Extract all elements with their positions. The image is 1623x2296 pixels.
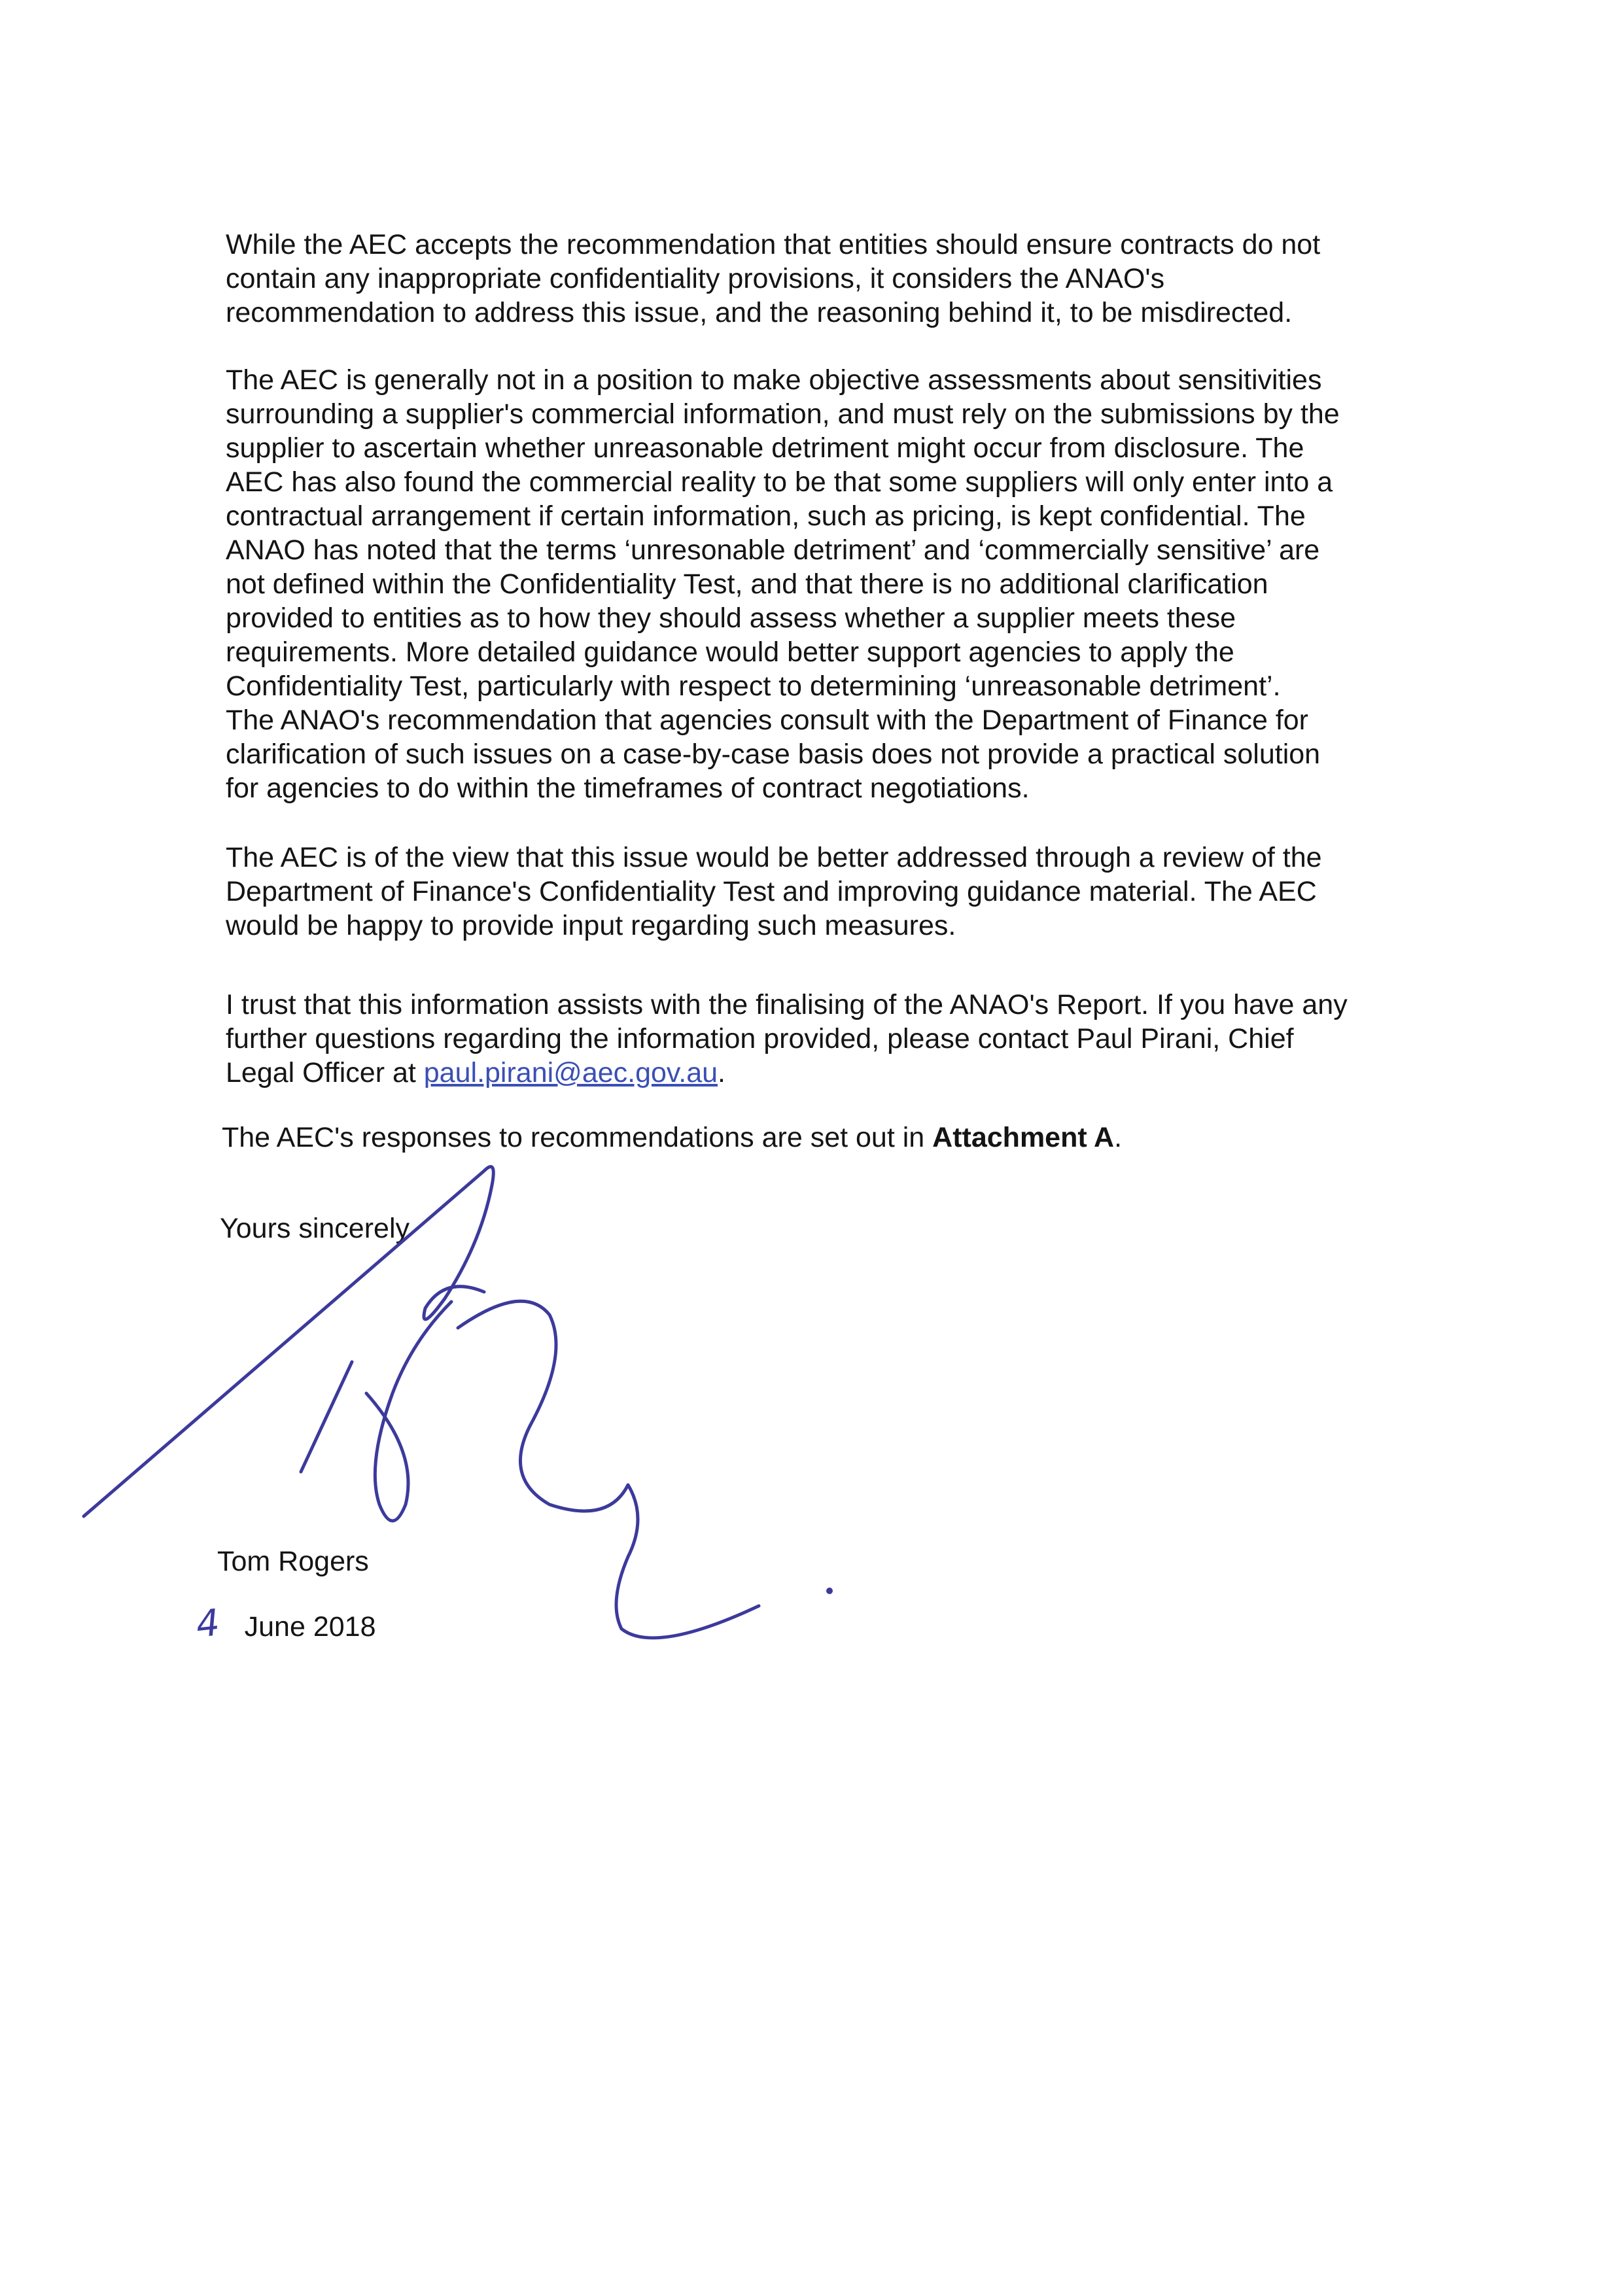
paragraph-contact-end: . [718,1057,725,1088]
paragraph-attachment-end: . [1114,1122,1123,1153]
paragraph-attachment-text: The AEC's responses to recommendations are set out in [222,1122,933,1153]
signer-name: Tom Rogers [217,1546,369,1577]
signature-dot [826,1588,833,1594]
signature-stroke-loop [301,1302,451,1521]
paragraph-contact [226,988,1429,1090]
paragraph-attachment [222,1121,1425,1155]
handwritten-day: 4 [194,1601,222,1646]
letter-date [194,1601,376,1646]
signature-stroke-tail [458,1301,759,1638]
attachment-reference: Attachment A [932,1122,1115,1153]
closing-salutation: Yours sincerely [220,1213,410,1244]
paragraph-confidentiality-assessment: The AEC is generally not in a position to make objective assessments about sensitivities surrounding a supplier's commercial information, and must rely on the submissions by the supplier to ascertain whether unreasonable detriment might occur from disclosure. The AEC has also found the commercial reality to be that some suppliers will only enter into a contractual arrangement if certain information, such as pricing, is kept confidential. The ANAO has noted that the terms ‘unresonable detriment’ and ‘commercially sensitive’ are not defined within the Confidentiality Test, and that there is no additional clarification provided to entities as to how they should assess whether a supplier meets these requirements. More detailed guidance would better support agencies to apply the Confidentiality Test, particularly with respect to determining ‘unreasonable detriment’. The ANAO's recommendation that agencies consult with the Department of Finance for clarification of such issues on a case-by-case basis does not provide a practical solution for agencies to do within the timeframes of contract negotiations. [226,364,1340,804]
paragraph-contact-text: I trust that this information assists with the finalising of the ANAO's Report. If you have any further questions regarding the information provided, please contact Paul Pirani, Chief Legal Officer at [226,989,1348,1088]
paragraph-review-suggestion: The AEC is of the view that this issue would be better addressed through a review of the Department of Finance's Confidentiality Test and improving guidance material. The AEC would be happy to provide input regarding such measures. [226,842,1322,941]
date-month-year: June 2018 [244,1611,376,1643]
paragraph-misdirected: While the AEC accepts the recommendation that entities should ensure contracts do not contain any inappropriate confidentiality provisions, it considers the ANAO's recommendation to address this issue, and the reasoning behind it, to be misdirected. [226,229,1321,328]
contact-email-link[interactable]: paul.pirani@aec.gov.au [423,1057,718,1088]
